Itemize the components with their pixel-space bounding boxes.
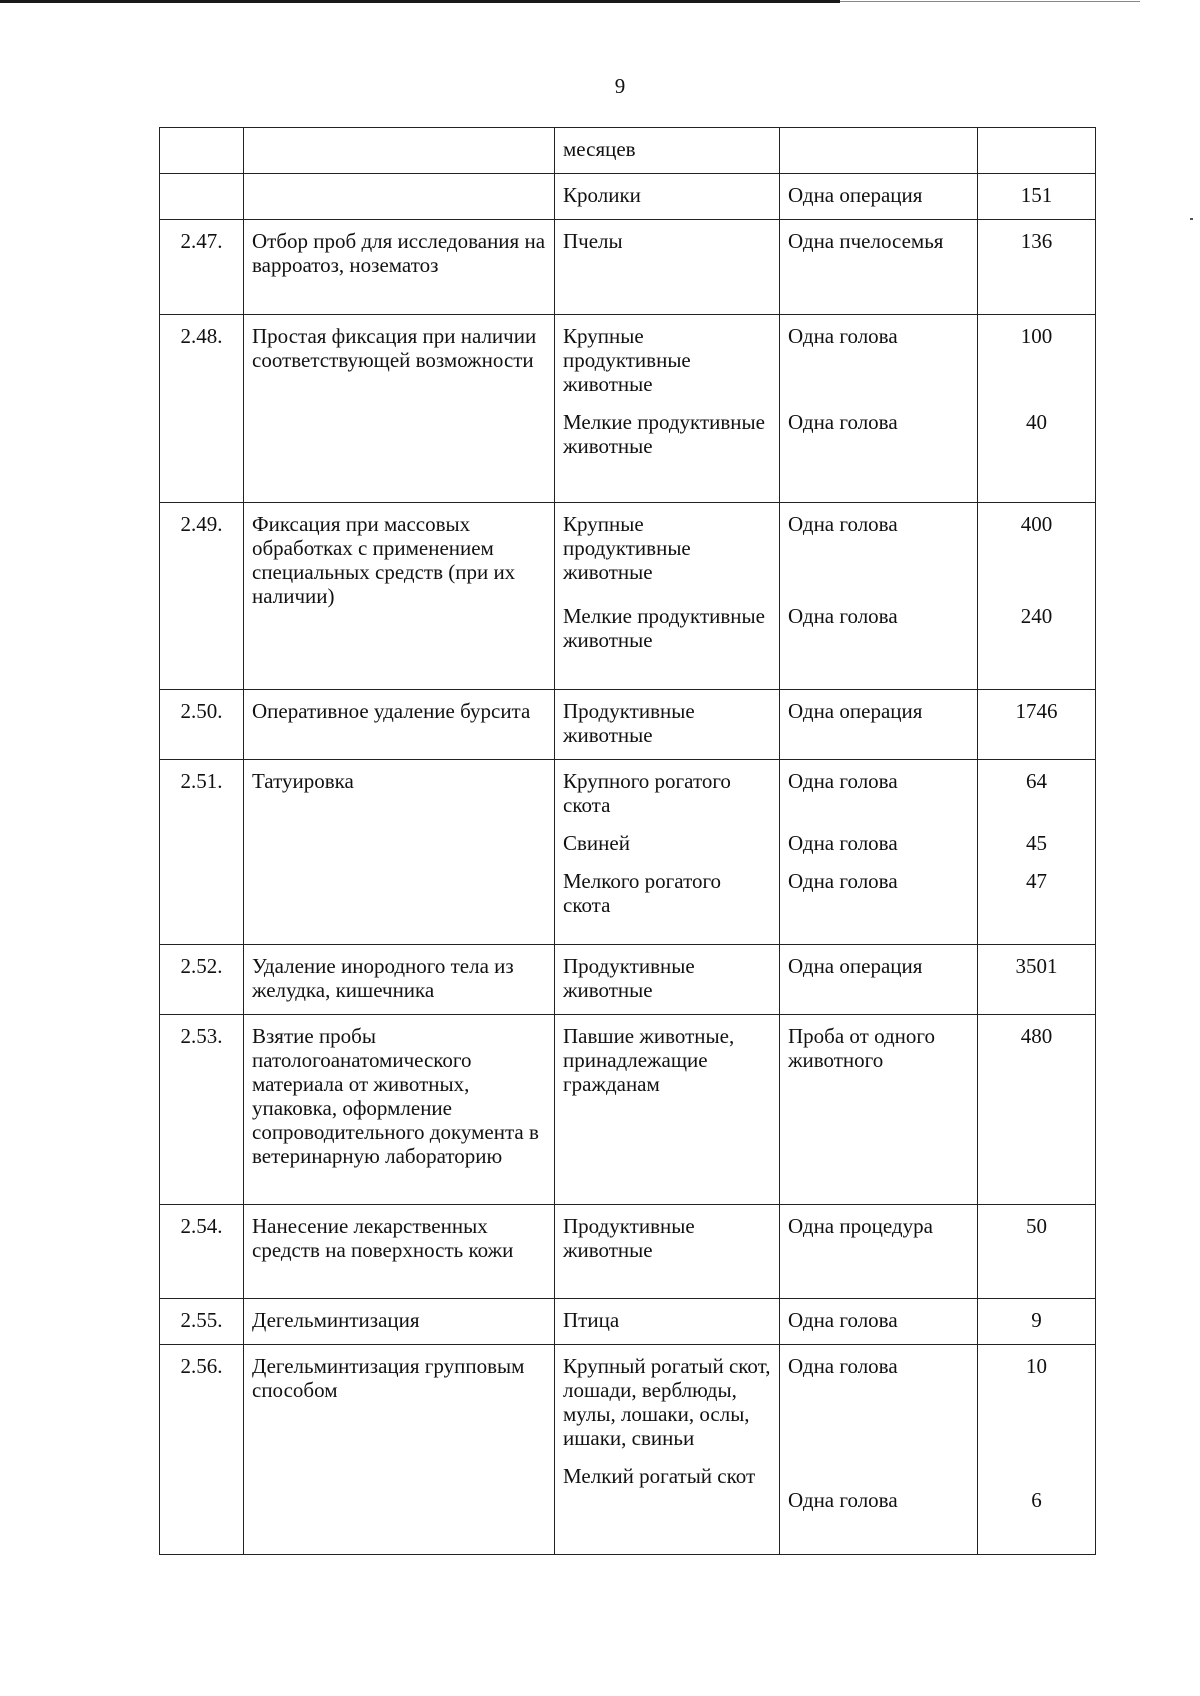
animal-type: Крупного рогатого скота Свиней Мелкого рогатого скота [555, 760, 780, 945]
service-description: Фиксация при массовых обработках с применением специальных средств (при их наличии) [244, 503, 555, 690]
unit-of-measure: Одна голова Одна голова [780, 1345, 978, 1555]
table-row [160, 220, 1096, 315]
row-number: 2.51. [160, 760, 244, 945]
animal-type: Птица [555, 1299, 780, 1345]
unit-of-measure [780, 128, 978, 174]
row-number: 2.47. [160, 220, 244, 315]
table-row [160, 760, 1096, 945]
animal-type: Кролики [555, 174, 780, 220]
unit-of-measure: Одна процедура [780, 1205, 978, 1299]
table-row [160, 945, 1096, 1015]
service-description: Оперативное удаление бурсита [244, 690, 555, 760]
price-value: 480 [978, 1015, 1096, 1205]
table-row [160, 128, 1096, 174]
animal-type: Крупный рогатый скот, лошади, верблюды, мулы, лошаки, ослы, ишаки, свиньи Мелкий рогатый скот [555, 1345, 780, 1555]
row-number: 2.48. [160, 315, 244, 503]
row-number: 2.49. [160, 503, 244, 690]
unit-of-measure: Одна пчелосемья [780, 220, 978, 315]
service-description: Татуировка [244, 760, 555, 945]
row-number: 2.54. [160, 1205, 244, 1299]
table-row [160, 315, 1096, 503]
table-row [160, 1299, 1096, 1345]
service-description: Отбор проб для исследования на варроатоз, нозематоз [244, 220, 555, 315]
scan-edge-line [0, 0, 840, 3]
unit-of-measure: Одна операция [780, 945, 978, 1015]
price-value: 100 40 [978, 315, 1096, 503]
price-value: 1746 [978, 690, 1096, 760]
animal-type: Продуктивные животные [555, 1205, 780, 1299]
animal-type: Продуктивные животные [555, 945, 780, 1015]
price-value: 50 [978, 1205, 1096, 1299]
service-description [244, 128, 555, 174]
row-number: 2.55. [160, 1299, 244, 1345]
unit-of-measure: Проба от одного животного [780, 1015, 978, 1205]
scan-edge-line-faint [840, 1, 1140, 2]
scan-speck [1190, 218, 1193, 220]
table-row [160, 1345, 1096, 1555]
service-description: Взятие пробы патологоанатомического материала от животных, упаковка, оформление сопроводительного документа в ветеринарную лабораторию [244, 1015, 555, 1205]
unit-of-measure: Одна голова Одна голова Одна голова [780, 760, 978, 945]
row-number: 2.52. [160, 945, 244, 1015]
row-number [160, 174, 244, 220]
animal-type: месяцев [555, 128, 780, 174]
unit-of-measure: Одна голова [780, 1299, 978, 1345]
service-description [244, 174, 555, 220]
table-row [160, 174, 1096, 220]
price-value: 400 240 [978, 503, 1096, 690]
price-value: 136 [978, 220, 1096, 315]
service-description: Удаление инородного тела из желудка, кишечника [244, 945, 555, 1015]
unit-of-measure: Одна операция [780, 174, 978, 220]
service-description: Дегельминтизация групповым способом [244, 1345, 555, 1555]
unit-of-measure: Одна голова Одна голова [780, 315, 978, 503]
unit-of-measure: Одна операция [780, 690, 978, 760]
animal-type: Крупные продуктивные животные Мелкие продуктивные животные [555, 315, 780, 503]
row-number [160, 128, 244, 174]
price-value: 64 45 47 [978, 760, 1096, 945]
page-number: 9 [614, 74, 626, 98]
price-value: 9 [978, 1299, 1096, 1345]
table-row [160, 1015, 1096, 1205]
price-value: 10 6 [978, 1345, 1096, 1555]
price-table [159, 127, 1096, 1555]
row-number: 2.53. [160, 1015, 244, 1205]
animal-type: Продуктивные животные [555, 690, 780, 760]
table-row [160, 503, 1096, 690]
service-description: Простая фиксация при наличии соответствующей возможности [244, 315, 555, 503]
animal-type: Крупные продуктивные животные Мелкие продуктивные животные [555, 503, 780, 690]
animal-type: Пчелы [555, 220, 780, 315]
service-description: Дегельминтизация [244, 1299, 555, 1345]
price-value [978, 128, 1096, 174]
service-description: Нанесение лекарственных средств на поверхность кожи [244, 1205, 555, 1299]
unit-of-measure: Одна голова Одна голова [780, 503, 978, 690]
animal-type: Павшие животные, принадлежащие гражданам [555, 1015, 780, 1205]
table-row [160, 690, 1096, 760]
row-number: 2.56. [160, 1345, 244, 1555]
price-value: 151 [978, 174, 1096, 220]
row-number: 2.50. [160, 690, 244, 760]
table-row [160, 1205, 1096, 1299]
price-value: 3501 [978, 945, 1096, 1015]
